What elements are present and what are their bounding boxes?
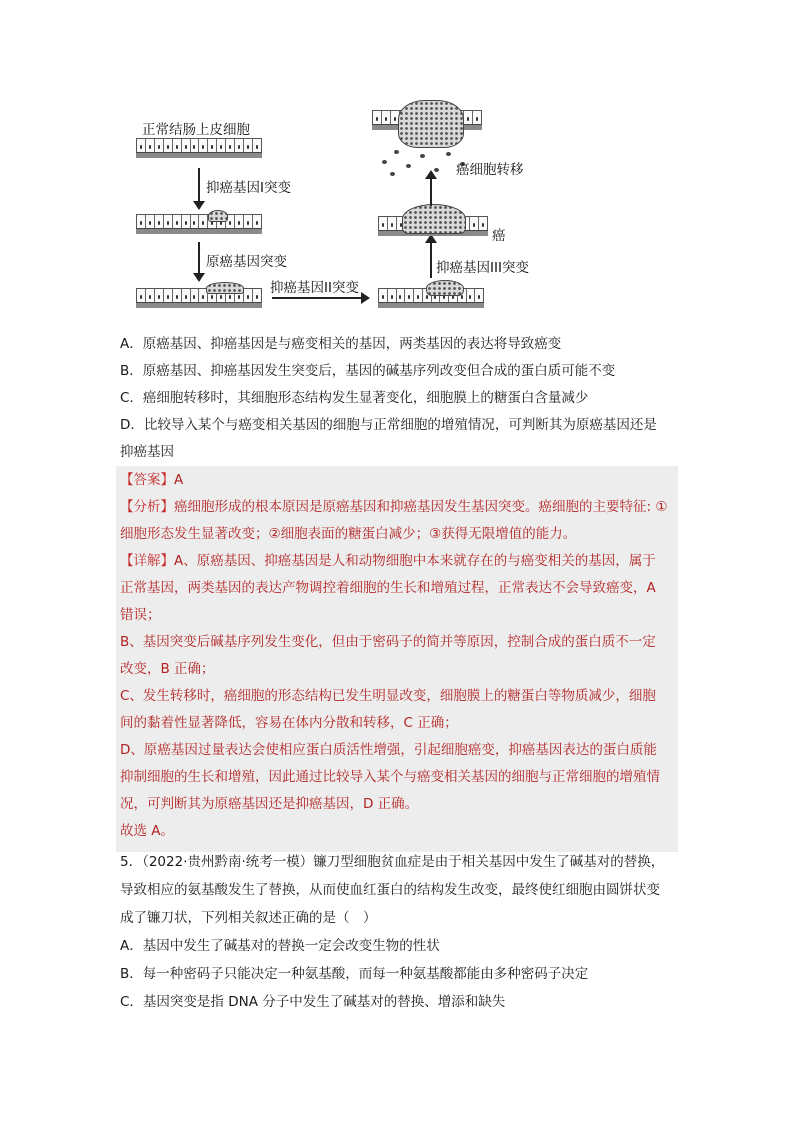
tumor-stage3 bbox=[426, 280, 464, 296]
migrating-cell bbox=[434, 168, 439, 172]
detail-line-10: 况，可判断其为原癌基因还是抑癌基因，D 正确。 bbox=[120, 796, 419, 812]
question5-option-b: B．每一种密码子只能决定一种氨基酸，而每一种氨基酸都能由多种密码子决定 bbox=[120, 966, 589, 982]
answer-line bbox=[120, 466, 183, 494]
question5-option-a: A．基因中发生了碱基对的替换一定会改变生物的性状 bbox=[120, 938, 440, 954]
adenoma-growth bbox=[206, 282, 244, 294]
colon-cancer-progression-figure bbox=[120, 90, 680, 320]
arrow-up-2 bbox=[430, 172, 432, 206]
analysis-line-2: 细胞形态发生显著改变；②细胞表面的糖蛋白减少；③获得无限增值的能力。 bbox=[120, 526, 577, 542]
detail-line-1: 【详解】A、原癌基因、抑癌基因是人和动物细胞中本来就存在的与癌变相关的基因，属于 bbox=[120, 553, 656, 569]
label-metastasis: 癌细胞转移 bbox=[456, 162, 524, 178]
detail-line-8: D、原癌基因过量表达会使相应蛋白质活性增强，引起细胞癌变，抑癌基因表达的蛋白质能 bbox=[120, 742, 657, 758]
arrow-right bbox=[272, 297, 368, 299]
option-c: C．癌细胞转移时，其细胞形态结构发生显著变化，细胞膜上的糖蛋白含量减少 bbox=[120, 390, 589, 406]
analysis-tag: 【分析】 bbox=[120, 499, 174, 515]
answer-tag: 【答案】 bbox=[120, 472, 174, 488]
migrating-cell bbox=[390, 172, 395, 176]
option-a: A．原癌基因、抑癌基因是与癌变相关的基因，两类基因的表达将导致癌变 bbox=[120, 336, 562, 352]
arrow-down-2 bbox=[198, 242, 200, 280]
detail-line-6: C、发生转移时，癌细胞的形态结构已发生明显改变，细胞膜上的糖蛋白等物质减少，细胞 bbox=[120, 688, 656, 704]
question5-option-c: C．基因突变是指 DNA 分子中发生了碱基对的替换、增添和缺失 bbox=[120, 994, 506, 1010]
small-growth bbox=[208, 210, 228, 222]
label-step2: 原癌基因突变 bbox=[206, 254, 287, 270]
option-d: D．比较导入某个与癌变相关基因的细胞与正常细胞的增殖情况，可判断其为原癌基因还是 bbox=[120, 417, 657, 433]
label-step4: 抑癌基因III突变 bbox=[436, 260, 529, 276]
label-normal-cells: 正常结肠上皮细胞 bbox=[142, 122, 250, 138]
question5-stem-3: 成了镰刀状，下列相关叙述正确的是（ ） bbox=[120, 910, 377, 926]
option-d-continued: 抑癌基因 bbox=[120, 444, 174, 460]
option-b: B．原癌基因、抑癌基因发生突变后，基因的碱基序列改变但合成的蛋白质可能不变 bbox=[120, 363, 616, 379]
detail-line-3: 错误； bbox=[120, 607, 161, 623]
migrating-cell bbox=[382, 160, 387, 164]
migrating-cell bbox=[420, 154, 425, 158]
label-cancer: 癌 bbox=[492, 228, 506, 244]
detail-line-9: 抑制细胞的生长和增殖，因此通过比较导入某个与癌变相关基因的细胞与正常细胞的增殖情 bbox=[120, 769, 660, 785]
detail-conclusion: 故选 A。 bbox=[120, 823, 175, 839]
analysis-line-1: 【分析】癌细胞形成的根本原因是原癌基因和抑癌基因发生基因突变。癌细胞的主要特征: ① bbox=[120, 499, 668, 515]
tumor-cancer bbox=[402, 204, 466, 234]
migrating-cell bbox=[446, 152, 451, 156]
migrating-cell bbox=[394, 150, 399, 154]
migrating-cell bbox=[406, 164, 411, 168]
label-step1: 抑癌基因I突变 bbox=[206, 180, 291, 196]
arrow-up-1 bbox=[430, 236, 432, 278]
arrow-down-1 bbox=[198, 168, 200, 208]
question5-stem-1: 5．（2022·贵州黔南·统考一模）镰刀型细胞贫血症是由于相关基因中发生了碱基对的替换， bbox=[120, 854, 665, 870]
question5-stem-2: 导致相应的氨基酸发生了替换，从而使血红蛋白的结构发生改变，最终使红细胞由圆饼状变 bbox=[120, 882, 660, 898]
detail-line-2: 正常基因，两类基因的表达产物调控着细胞的生长和增殖过程，正常表达不会导致癌变，A bbox=[120, 580, 656, 596]
answer-value: A bbox=[174, 472, 184, 488]
detail-tag: 【详解】 bbox=[120, 553, 174, 569]
detail-line-5: 改变，B 正确； bbox=[120, 661, 215, 677]
detail-line-7: 间的黏着性显著降低，容易在体内分散和转移，C 正确； bbox=[120, 715, 458, 731]
tumor-metastasis bbox=[398, 100, 464, 148]
tissue-stage1 bbox=[136, 214, 262, 234]
detail-line-4: B、基因突变后碱基序列发生变化，但由于密码子的简并等原因，控制合成的蛋白质不一定 bbox=[120, 634, 656, 650]
label-step3: 抑癌基因II突变 bbox=[270, 280, 359, 296]
tissue-normal bbox=[136, 138, 262, 158]
